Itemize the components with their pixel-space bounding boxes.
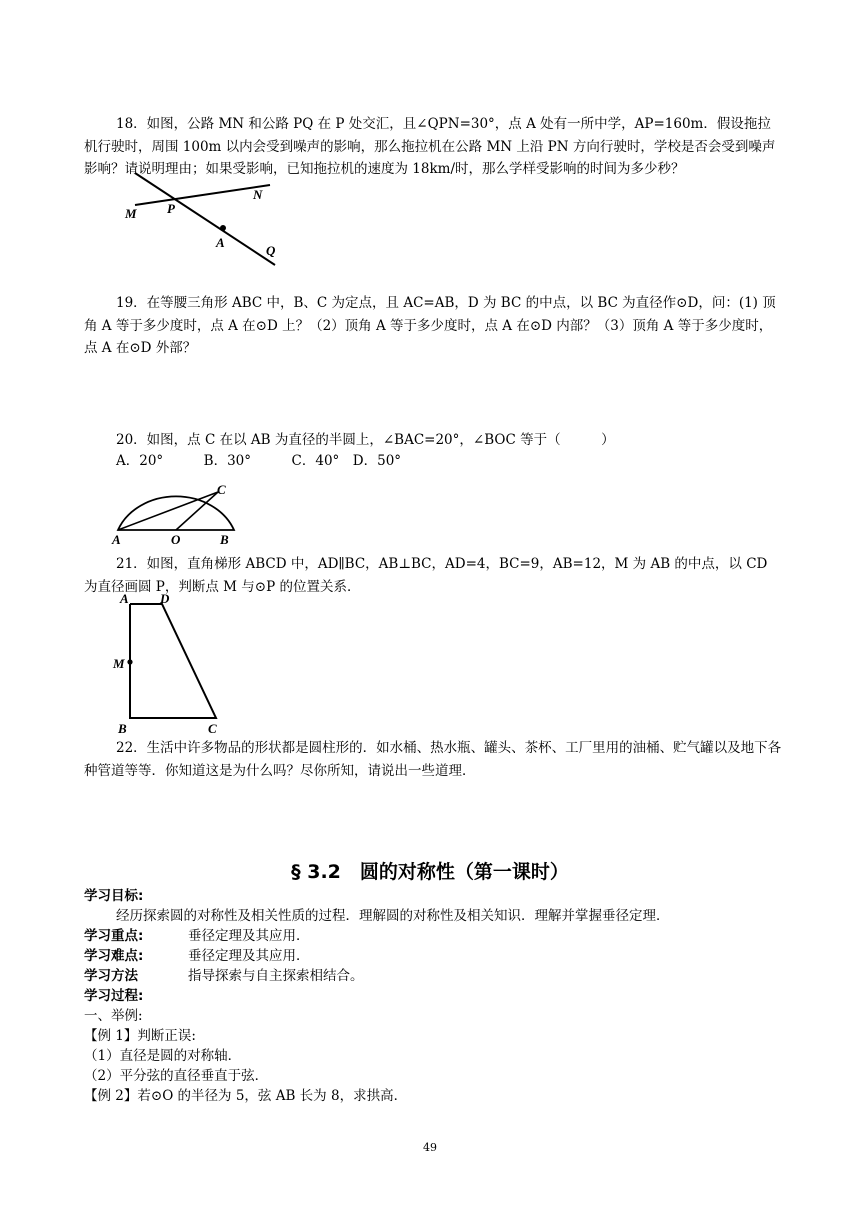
question-22-text: 22．生活中许多物品的形状都是圆柱形的．如水桶、热水瓶、罐头、茶杯、工厂里用的油桶、贮气罐以及地下各种管道等等．你知道这是为什么吗？尽你所知，请说出一些道理．	[84, 740, 782, 779]
label-N: N	[253, 187, 263, 202]
label-A: A	[120, 591, 129, 606]
label-Q: Q	[266, 243, 276, 258]
label-O: O	[171, 532, 181, 547]
key-label: 学习重点:	[84, 928, 144, 944]
label-A: A	[112, 532, 121, 547]
example-2: 【例 2】若⊙O 的半径为 5，弦 AB 长为 8，求拱高．	[84, 1088, 408, 1104]
process-label: 学习过程:	[84, 988, 144, 1004]
difficulty-label: 学习难点:	[84, 948, 144, 964]
question-21-text: 21．如图，直角梯形 ABCD 中，AD∥BC，AB⊥BC，AD=4，BC=9，AB=12，M 为 AB 的中点，以 CD 为直径画圆 P，判断点 M 与⊙P 的位置关系．	[84, 556, 768, 595]
example-1: 【例 1】判断正误:	[84, 1028, 196, 1044]
figure-semicircle	[110, 472, 250, 547]
label-M: M	[113, 656, 125, 671]
label-D: D	[160, 591, 170, 606]
goal-label: 学习目标:	[84, 888, 144, 904]
question-18-text: 18．如图，公路 MN 和公路 PQ 在 P 处交汇，且∠QPN=30°，点 A 处有一所中学，AP=160m．假设拖拉机行驶时，周围 100m 以内会受到噪声的影响，那么拖拉机在公路 MN 上沿 PN 方向行驶时，学校是否会受到噪声影响？请说明理由；如果受影响，已知拖拉机的速度为 18km/时，那么学样受影响的时间为多少秒？	[84, 116, 776, 177]
method-text: 指导探索与自主探索相结合。	[188, 968, 364, 984]
section-title: § 3.2 圆的对称性（第一课时）	[291, 861, 569, 883]
method-label: 学习方法	[84, 968, 138, 984]
label-C: C	[217, 482, 226, 497]
label-B: B	[118, 721, 127, 736]
label-M: M	[125, 206, 137, 221]
label-P: P	[167, 201, 175, 216]
figure-roads	[115, 165, 295, 270]
question-19-text: 19．在等腰三角形 ABC 中，B、C 为定点，且 AC=AB，D 为 BC 的中点，以 BC 为直径作⊙D，问：(1) 顶角 A 等于多少度时，点 A 在⊙D 上？（2）顶角 A 等于多少度时，点 A 在⊙D 内部？（3）顶角 A 等于多少度时，点 A 在⊙D 外部？	[84, 295, 776, 356]
question-20-options: A．20° B．30° C．40° D．50°	[116, 453, 402, 469]
example-1-item-2: （2）平分弦的直径垂直于弦．	[84, 1068, 269, 1084]
label-C: C	[208, 721, 217, 736]
figure-trapezoid	[112, 590, 232, 740]
difficulty-text: 垂径定理及其应用．	[188, 948, 310, 964]
key-text: 垂径定理及其应用．	[188, 928, 310, 944]
label-B: B	[220, 532, 229, 547]
page-number: 49	[423, 1141, 437, 1154]
examples-heading: 一、举例:	[84, 1008, 143, 1024]
example-1-item-1: （1）直径是圆的对称轴．	[84, 1048, 242, 1064]
label-A: A	[216, 235, 225, 250]
goal-text: 经历探索圆的对称性及相关性质的过程．理解圆的对称性及相关知识．理解并掌握垂径定理．	[116, 908, 670, 924]
question-20-text: 20．如图，点 C 在以 AB 为直径的半圆上，∠BAC=20°，∠BOC 等于（ ）	[116, 432, 615, 448]
